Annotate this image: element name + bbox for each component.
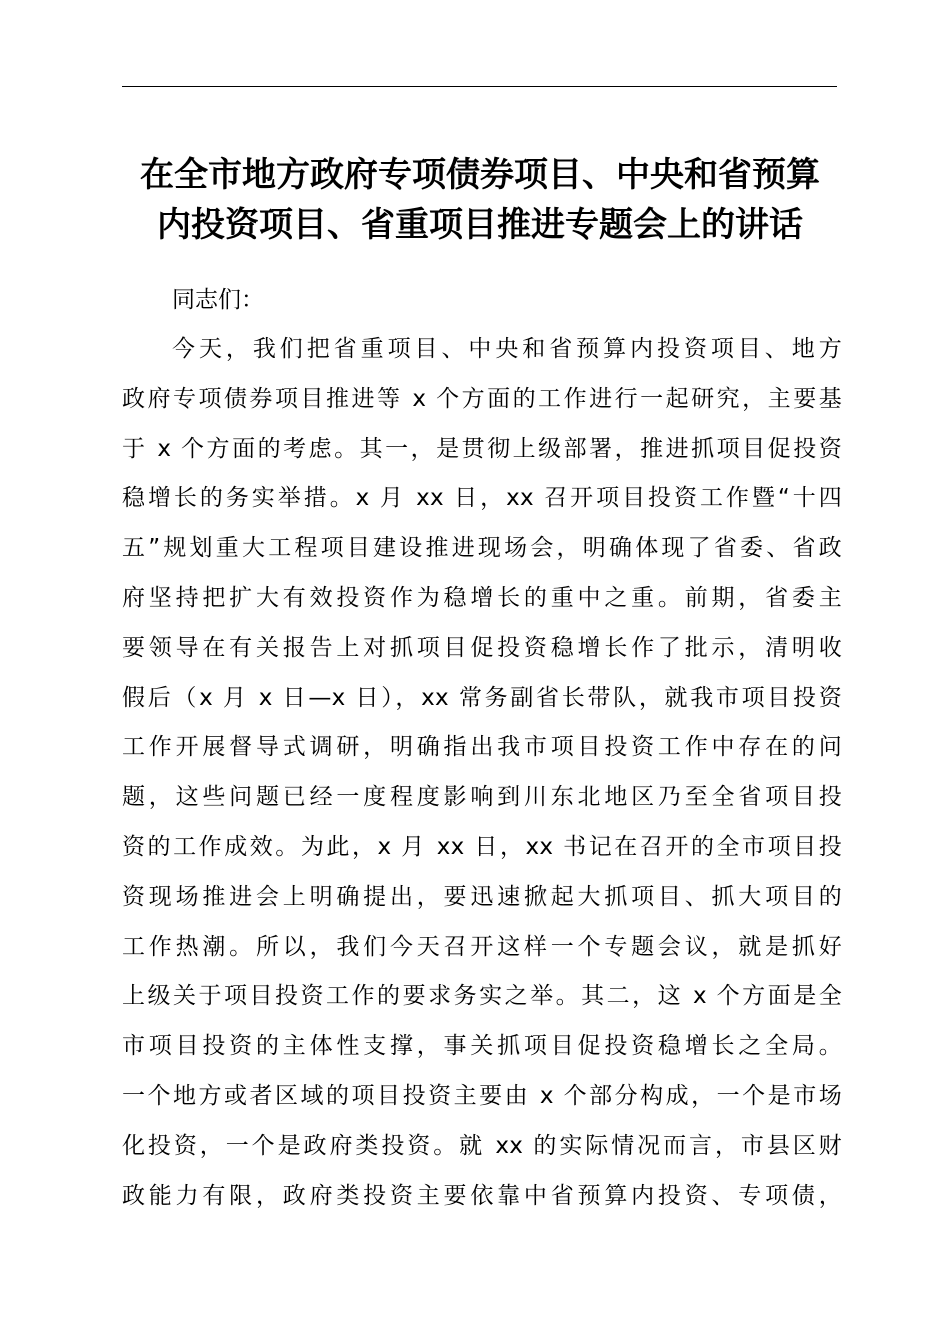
body-line: 政府专项债券项目推进等 x 个方面的工作进行一起研究，主要基 [122, 385, 842, 412]
body-line: 化投资，一个是政府类投资。就 xx 的实际情况而言，市县区财 [122, 1132, 842, 1159]
body-line: 工作开展督导式调研，明确指出我市项目投资工作中存在的问 [122, 734, 842, 761]
body-line: 要领导在有关报告上对抓项目促投资稳增长作了批示，清明收 [122, 634, 842, 661]
header-rule [122, 86, 837, 87]
body-line: 稳增长的务实举措。x 月 xx 日，xx 召开项目投资工作暨“十四 [122, 485, 842, 512]
body-line: 上级关于项目投资工作的要求务实之举。其二，这 x 个方面是全 [122, 983, 842, 1010]
salutation: 同志们： [172, 287, 264, 313]
body-line: 五”规划重大工程项目建设推进现场会，明确体现了省委、省政 [122, 535, 842, 562]
body-line: 资现场推进会上明确提出，要迅速掀起大抓项目、抓大项目的 [122, 883, 842, 910]
title-line-1: 在全市地方政府专项债券项目、中央和省预算 [140, 155, 820, 195]
document-title [110, 150, 850, 250]
title-line-2: 内投资项目、省重项目推进专题会上的讲话 [157, 205, 803, 245]
body-line: 题，这些问题已经一度程度影响到川东北地区乃至全省项目投 [122, 784, 842, 811]
body-line: 于 x 个方面的考虑。其一，是贯彻上级部署，推进抓项目促投资 [122, 435, 842, 462]
body-paragraph [122, 330, 842, 1226]
body-line: 今天，我们把省重项目、中央和省预算内投资项目、地方 [172, 336, 842, 362]
body-line: 政能力有限，政府类投资主要依靠中省预算内投资、专项债， [122, 1182, 842, 1209]
body-line: 假后（x 月 x 日—x 日），xx 常务副省长带队，就我市项目投资 [122, 684, 842, 711]
body-line: 一个地方或者区域的项目投资主要由 x 个部分构成，一个是市场 [122, 1082, 842, 1109]
body-line: 府坚持把扩大有效投资作为稳增长的重中之重。前期，省委主 [122, 584, 842, 611]
body-line: 资的工作成效。为此，x 月 xx 日，xx 书记在召开的全市项目投 [122, 833, 842, 860]
body-line: 工作热潮。所以，我们今天召开这样一个专题会议，就是抓好 [122, 933, 842, 960]
body-line: 市项目投资的主体性支撑，事关抓项目促投资稳增长之全局。 [122, 1033, 842, 1060]
